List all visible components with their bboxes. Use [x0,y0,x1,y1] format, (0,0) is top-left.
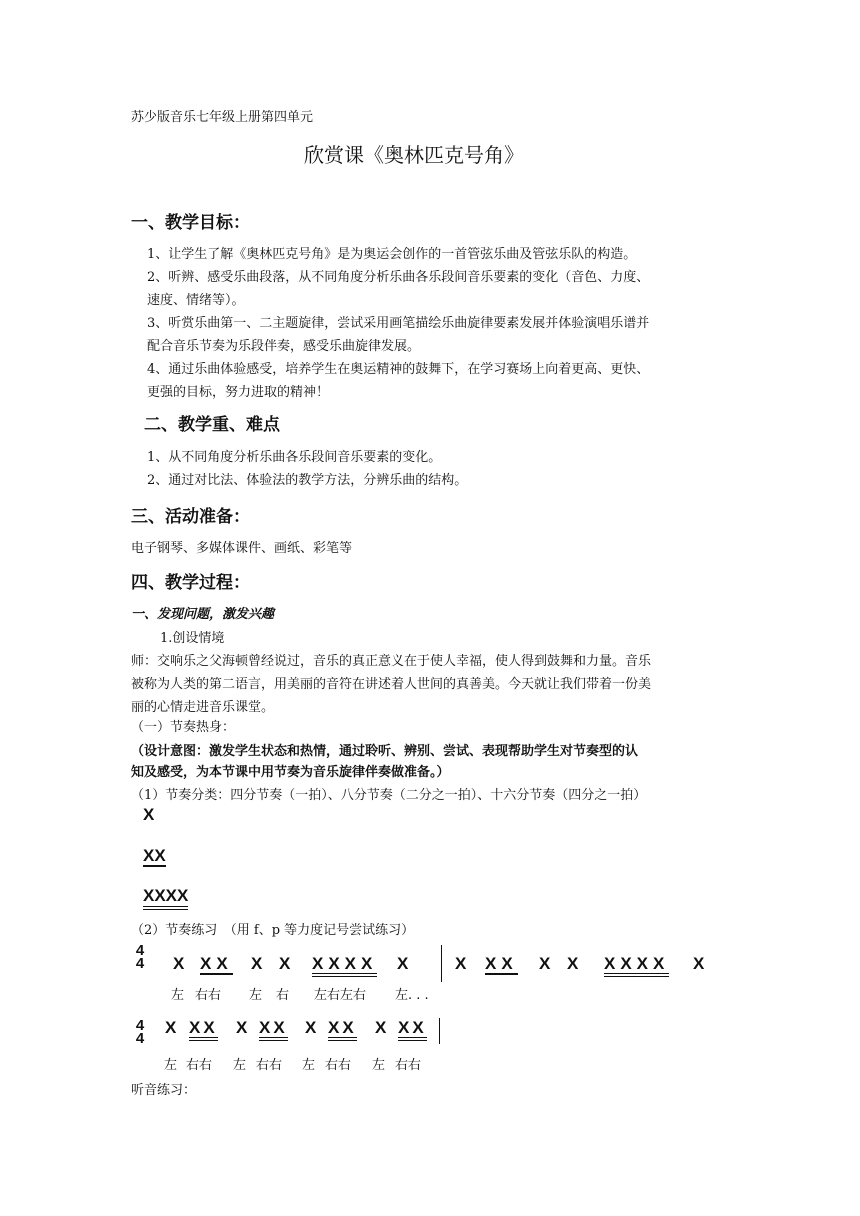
barline [441,945,442,982]
rhythm-notes: X [375,1018,392,1037]
rhythm-notes: X [539,954,556,973]
rhythm-notes: XX [259,1019,288,1041]
rhythm-notes: X [397,954,414,973]
rhythm-notes: XX [328,1019,357,1041]
s4-practice: （2）节奏练习 （用 f、p 等力度记号尝试练习） [131,923,415,938]
s4-para: 丽的心情走进音乐课堂。 [131,700,275,715]
s4-design: （设计意图：激发学生状态和热情，通过聆听、辨别、尝试、表现帮助学生对节奏型的认 [131,744,639,759]
s1-item: 速度、情绪等）。 [147,293,245,308]
rhythm-notes: XXXX [312,955,377,977]
lyric: 左右左右 [314,988,367,1003]
lyric: 右 [276,988,290,1003]
rhythm-notes: X [693,954,710,973]
rhythm-notes: XX [189,1019,218,1041]
s1-item: 2、听辨、感受乐曲段落，从不同角度分析乐曲各乐段间音乐要素的变化（音色、力度、 [147,270,650,285]
lyric: 左 [372,1058,386,1073]
s4-warmup: （一）节奏热身： [131,720,236,735]
lyric: 左 [164,1058,178,1073]
lyric: 左 [302,1058,316,1073]
lyric: 右右 [325,1058,352,1073]
s3-text: 电子钢琴、多媒体课件、画纸、彩笔等 [131,541,353,556]
lyric: 右右 [195,988,222,1003]
rhythm-notes: X [305,1018,322,1037]
rhythm-notes: X [251,954,268,973]
time-signature [133,1019,147,1045]
s2-item: 1、从不同角度分析乐曲各乐段间音乐要素的变化。 [147,450,442,465]
rhythm-notes: X [165,1018,182,1037]
rhythm-notes: XX [200,954,233,973]
section2-heading: 二、教学重、难点 [144,415,280,435]
doc-title: 欣赏课《奥林匹克号角》 [304,143,524,167]
rhythm-notes: XX [485,954,518,973]
rhythm-sixteenth: XXXX [143,886,188,910]
lyric: 右右 [395,1058,422,1073]
time-sig-den: 4 [135,1030,145,1047]
s1-item: 3、听赏乐曲第一、二主题旋律，尝试采用画笔描绘乐曲旋律要素发展并体验演唱乐谱并 [147,316,650,331]
rhythm-notes: X [236,1018,253,1037]
rhythm-eighth: XX [143,846,166,865]
rhythm-quarter: X [143,805,155,824]
s2-item: 2、通过对比法、体验法的教学方法，分辨乐曲的结构。 [147,473,468,488]
s1-item: 4、通过乐曲体验感受，培养学生在奥运精神的鼓舞下，在学习赛场上向着更高、更快、 [147,362,650,377]
doc-header: 苏少版音乐七年级上册第四单元 [131,110,314,125]
lyric: 左. . . [395,988,429,1003]
s1-item: 更强的目标，努力进取的精神！ [147,385,330,400]
s4-step1: 1.创设情境 [160,631,225,646]
lyric: 左 [171,988,185,1003]
lyric: 右右 [186,1058,213,1073]
lyric: 左 [249,988,263,1003]
section3-heading: 三、活动准备： [131,507,250,527]
s4-para: 被称为人类的第二语言，用美丽的音符在讲述着人世间的真善美。今天就让我们带着一份美 [131,677,652,692]
rhythm-notes: X [567,954,584,973]
rhythm-notes: X [173,954,190,973]
s4-classification: （1）节奏分类：四分节奏（一拍）、八分节奏（二分之一拍）、十六分节奏（四分之一拍） [131,788,647,803]
s4-para: 师：交响乐之父海顿曾经说过，音乐的真正意义在于使人幸福，使人得到鼓舞和力量。音乐 [131,654,652,669]
rhythm-notes: X [455,954,472,973]
time-sig-den: 4 [135,955,145,972]
s1-item: 1、让学生了解《奥林匹克号角》是为奥运会创作的一首管弦乐曲及管弦乐队的构造。 [147,247,637,262]
section4-heading: 四、教学过程： [131,573,250,593]
time-signature [133,944,147,970]
barline [439,1018,440,1044]
rhythm-notes: XX [398,1019,427,1041]
time-sig-num: 4 [135,1017,145,1034]
rhythm-notes: XXXX [604,955,669,977]
lyric: 左 [233,1058,247,1073]
s4-subheading: 一、发现问题，激发兴趣 [131,607,275,622]
s1-item: 配合音乐节奏为乐段伴奏，感受乐曲旋律发展。 [147,339,421,354]
s4-design: 知及感受，为本节课中用节奏为音乐旋律伴奏做准备。） [131,765,450,780]
lyric: 右右 [256,1058,283,1073]
s4-listen: 听音练习： [131,1083,197,1098]
section1-heading: 一、教学目标： [131,213,250,233]
time-sig-num: 4 [135,942,145,959]
rhythm-notes: X [279,954,296,973]
